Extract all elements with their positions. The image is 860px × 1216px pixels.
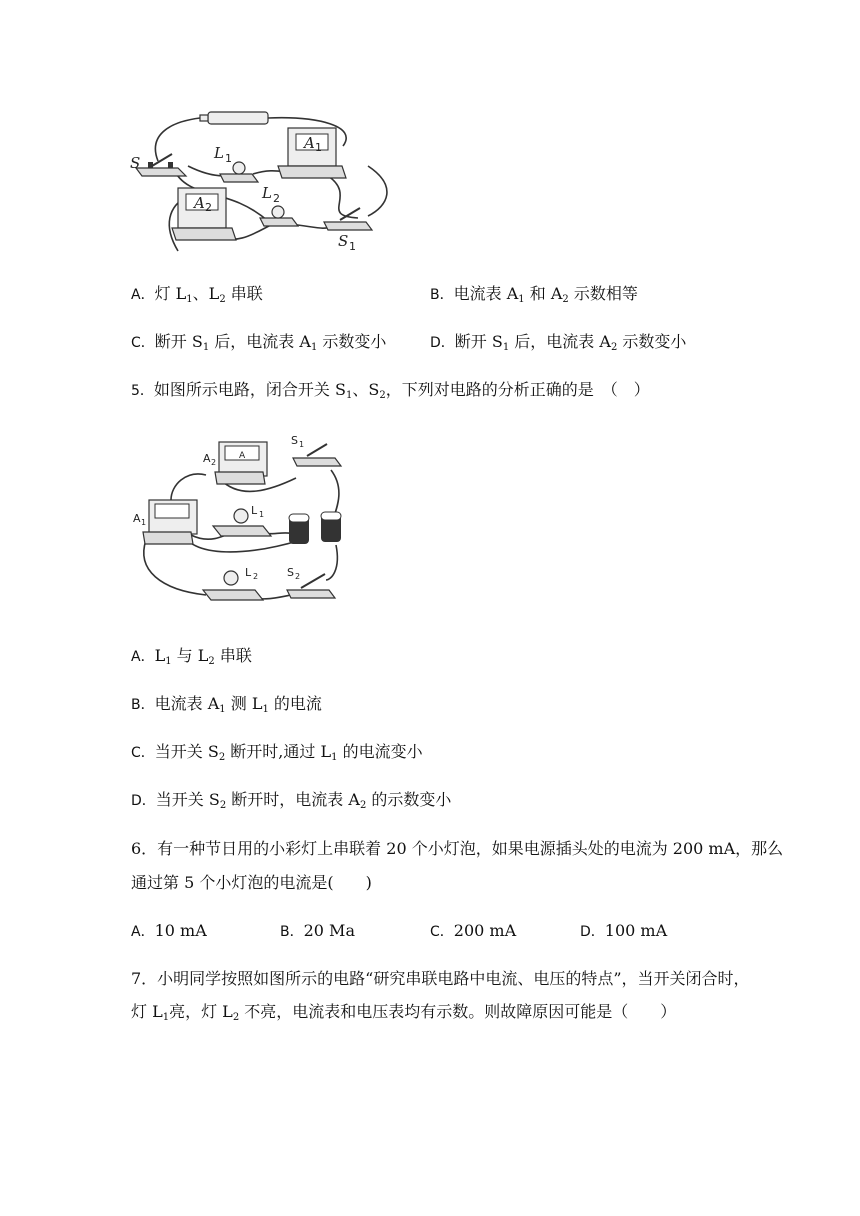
option-letter: B． <box>430 287 454 303</box>
label-a1-sub: 1 <box>141 518 147 527</box>
label-a2-sub: 2 <box>205 201 212 214</box>
option-text: L <box>154 646 166 665</box>
label-l1: L <box>251 504 258 517</box>
label-l1-sub: 1 <box>225 152 232 165</box>
q4-option-c[interactable] <box>131 332 386 353</box>
label-s: S <box>130 154 141 172</box>
option-text: 的示数变小 <box>366 790 452 809</box>
subscript: 1 <box>186 294 193 305</box>
subscript: 1 <box>262 704 269 715</box>
subscript: 1 <box>518 294 525 305</box>
option-text: 10 mA <box>154 921 207 940</box>
option-text: 后，电流表 A <box>509 332 611 351</box>
label-s1-sub: 1 <box>349 240 356 253</box>
option-letter: A． <box>131 924 155 940</box>
subscript: 1 <box>165 656 172 667</box>
label-a1-sub: 1 <box>315 141 322 154</box>
q4-option-b[interactable] <box>430 284 638 305</box>
q6-option-c[interactable] <box>430 921 516 942</box>
option-text: 与 L <box>171 646 209 665</box>
q5-option-b[interactable] <box>131 694 322 715</box>
label-l2: L <box>262 184 272 202</box>
subscript: 2 <box>232 1012 240 1023</box>
option-text: 20 Ma <box>303 921 355 940</box>
option-text: 断开 S <box>154 332 203 351</box>
option-text: 、L <box>192 284 220 303</box>
option-text: 电流表 A <box>453 284 519 303</box>
subscript: 2 <box>610 342 618 353</box>
q6-option-d[interactable] <box>580 921 667 942</box>
meter-face-label: A <box>239 451 246 461</box>
option-text: 示数变小 <box>617 332 687 351</box>
option-text: 100 mA <box>604 921 668 940</box>
option-text: 串联 <box>225 284 263 303</box>
q6-option-b[interactable] <box>280 921 355 942</box>
q4-circuit-figure <box>128 106 398 258</box>
option-text: 200 mA <box>453 921 517 940</box>
option-letter: B． <box>280 924 304 940</box>
label-s1-sub: 1 <box>299 440 305 449</box>
option-text: 的电流变小 <box>337 742 423 761</box>
subscript: 1 <box>202 342 210 353</box>
option-text: 当开关 S <box>154 742 219 761</box>
option-text: 断开 S <box>454 332 503 351</box>
subscript: 2 <box>219 294 226 305</box>
option-letter: A． <box>131 649 155 665</box>
label-l2: L <box>245 566 252 579</box>
subscript: 1 <box>502 342 510 353</box>
label-a1: A <box>133 512 141 525</box>
q6-option-a[interactable] <box>131 921 207 942</box>
q4-option-d[interactable] <box>430 332 686 353</box>
option-text: 断开时，电流表 A <box>226 790 360 809</box>
label-l1: L <box>214 144 224 162</box>
option-letter: B． <box>131 697 155 713</box>
stem-text: 如图所示电路，闭合开关 S <box>153 380 346 399</box>
q5-option-d[interactable] <box>131 790 451 811</box>
option-text: 后，电流表 A <box>209 332 311 351</box>
option-text: 示数相等 <box>568 284 638 303</box>
q7-stem-line2 <box>131 1002 676 1022</box>
option-letter: C． <box>131 745 155 761</box>
subscript: 2 <box>379 390 386 401</box>
option-text: 测 L <box>225 694 263 713</box>
label-a1: A <box>304 134 315 152</box>
label-s1: S <box>338 232 349 250</box>
q4-option-a[interactable] <box>131 284 263 305</box>
option-text: 灯 L <box>154 284 187 303</box>
option-letter: D． <box>430 335 455 351</box>
subscript: 1 <box>345 390 353 401</box>
stem-text: 不亮，电流表和电压表均有示数。则故障原因可能是（ ） <box>239 1002 677 1021</box>
option-letter: A． <box>131 287 155 303</box>
q5-option-c[interactable] <box>131 742 423 763</box>
question-number: 5． <box>131 383 154 399</box>
label-l2-sub: 2 <box>273 192 280 205</box>
subscript: 2 <box>359 800 367 811</box>
q6-stem-line1: 6．有一种节日用的小彩灯上串联着 20 个小灯泡，如果电源插头处的电流为 200 mA，那么 <box>131 839 784 858</box>
q5-circuit-diagram <box>131 430 346 610</box>
label-a2: A <box>203 452 211 465</box>
option-letter: C． <box>430 924 454 940</box>
q5-option-a[interactable] <box>131 646 252 667</box>
option-text: 的电流 <box>268 694 322 713</box>
stem-text: 灯 L <box>131 1002 163 1021</box>
q5-circuit-figure <box>131 430 346 610</box>
q7-stem-line1: 7．小明同学按照如图所示的电路“研究串联电路中电流、电压的特点”，当开关闭合时， <box>131 969 750 988</box>
label-a2: A <box>194 194 205 212</box>
label-a2-sub: 2 <box>211 458 217 467</box>
option-text: 和 A <box>524 284 563 303</box>
label-l1-sub: 1 <box>259 510 265 519</box>
option-letter: C． <box>131 335 155 351</box>
q4-circuit-diagram <box>128 106 398 258</box>
subscript: 1 <box>219 704 226 715</box>
option-text: 当开关 S <box>155 790 220 809</box>
q5-stem <box>131 380 650 401</box>
battery <box>208 112 268 124</box>
subscript: 1 <box>162 1012 170 1023</box>
option-text: 串联 <box>214 646 252 665</box>
q6-stem-line2: 通过第 5 个小灯泡的电流是( ) <box>131 873 372 892</box>
stem-text: 、S <box>352 380 380 399</box>
stem-text: ，下列对电路的分析正确的是 （ ） <box>385 380 650 399</box>
stem-text: 亮，灯 L <box>169 1002 233 1021</box>
label-s1: S <box>291 434 298 447</box>
subscript: 2 <box>218 752 226 763</box>
subscript: 2 <box>208 656 215 667</box>
subscript: 1 <box>310 342 318 353</box>
option-letter: D． <box>580 924 605 940</box>
label-s2-sub: 2 <box>295 572 301 581</box>
subscript: 1 <box>331 752 338 763</box>
option-letter: D． <box>131 793 156 809</box>
option-text: 断开时,通过 L <box>225 742 332 761</box>
option-text: 示数变小 <box>317 332 387 351</box>
subscript: 2 <box>219 800 227 811</box>
label-s2: S <box>287 566 294 579</box>
option-text: 电流表 A <box>154 694 220 713</box>
label-l2-sub: 2 <box>253 572 259 581</box>
subscript: 2 <box>562 294 569 305</box>
